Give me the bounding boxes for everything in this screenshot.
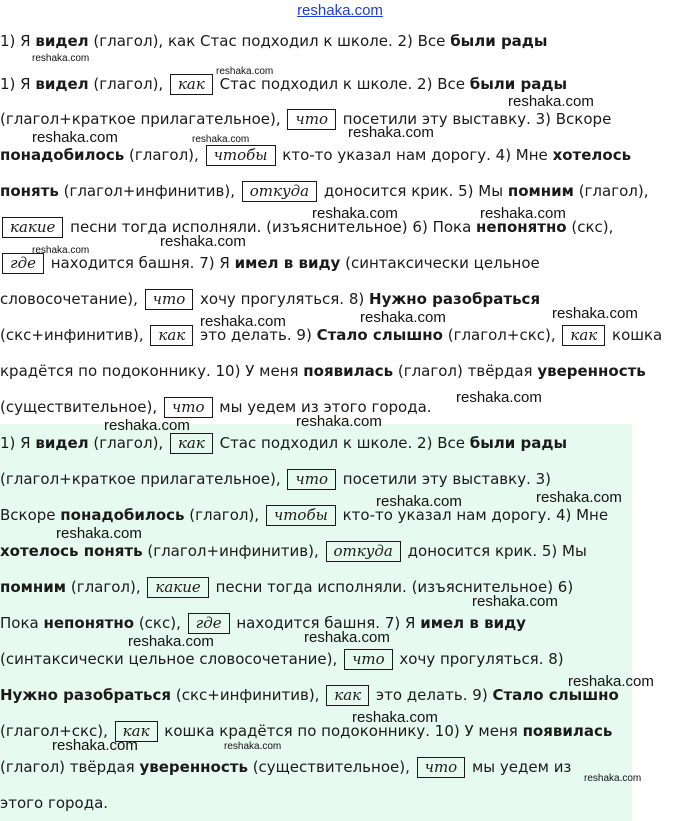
watermark: reshaka.com	[348, 124, 434, 141]
watermark: reshaka.com	[508, 93, 594, 110]
task-line: 1) Я видел (глагол), как Стас подходил к школе. 2) Все были рады	[0, 32, 548, 50]
example-line-5: какие песни тогда исполняли. (изъяснительное) 6) Пока непонятно (скс),	[0, 216, 613, 238]
answer-line-10: (глагол) твёрдая уверенность (существительное), что мы уедем из	[0, 758, 572, 776]
answer-line-5: помним (глагол), какие песни тогда исполняли. (изъяснительное) 6)	[0, 578, 574, 596]
watermark: reshaka.com	[312, 205, 398, 222]
example-line-6: где находится башня. 7) Я имел в виду (синтаксически цельное	[0, 252, 540, 274]
conjunction-box: где	[2, 253, 44, 274]
site-link[interactable]: reshaka.com	[297, 2, 383, 19]
watermark: reshaka.com	[376, 493, 462, 510]
example-line-4: понять (глагол+инфинитив), откуда доносится крик. 5) Мы помним (глагол),	[0, 182, 649, 200]
conjunction-box: какие	[2, 217, 63, 238]
example-line-1: 1) Я видел (глагол), как Стас подходил к школе. 2) Все были рады	[0, 75, 568, 93]
answer-line-2: (глагол+краткое прилагательное), что посетили эту выставку. 3)	[0, 470, 552, 488]
answer-line-8: Нужно разобраться (скс+инфинитив), как это делать. 9) Стало слышно	[0, 686, 619, 704]
conjunction-box: как	[150, 325, 193, 346]
watermark: reshaka.com	[304, 629, 390, 646]
watermark: reshaka.com	[216, 66, 274, 77]
answer-line-9: (глагол+скс), как кошка крадётся по подоконнику. 10) У меня появилась	[0, 722, 613, 740]
watermark: reshaka.com	[480, 205, 566, 222]
conjunction-box: что	[417, 757, 466, 778]
conjunction-box: чтобы	[206, 145, 276, 166]
example-line-10: (существительное), что мы уедем из этого города.	[0, 398, 432, 416]
watermark: reshaka.com	[32, 129, 118, 146]
watermark: reshaka.com	[104, 417, 190, 434]
example-line-7: словосочетание), что хочу прогуляться. 8) Нужно разобраться	[0, 290, 541, 308]
watermark: reshaka.com	[224, 741, 282, 752]
watermark: reshaka.com	[472, 593, 558, 610]
answer-line-11: этого города.	[0, 794, 109, 812]
conjunction-box: что	[287, 109, 336, 130]
conjunction-box: что	[287, 469, 336, 490]
conjunction-box: где	[188, 613, 230, 634]
conjunction-box: как	[562, 325, 605, 346]
example-line-2: (глагол+краткое прилагательное), что посетили эту выставку. 3) Вскоре	[0, 110, 612, 128]
conjunction-box: как	[170, 433, 213, 454]
answer-line-6: Пока непонятно (скс), где находится башня. 7) Я имел в виду	[0, 614, 526, 632]
conjunction-box: как	[115, 721, 158, 742]
watermark: reshaka.com	[352, 709, 438, 726]
conjunction-box: что	[164, 397, 213, 418]
watermark: reshaka.com	[456, 389, 542, 406]
watermark: reshaka.com	[568, 673, 654, 690]
answer-line-3: Вскоре понадобилось (глагол), чтобы кто-то указал нам дорогу. 4) Мне	[0, 506, 609, 524]
watermark: reshaka.com	[584, 773, 642, 784]
answer-line-4: хотелось понять (глагол+инфинитив), откуда доносится крик. 5) Мы	[0, 542, 587, 560]
watermark: reshaka.com	[52, 737, 138, 754]
conjunction-box: какие	[147, 577, 208, 598]
watermark: reshaka.com	[32, 245, 90, 256]
watermark: reshaka.com	[32, 53, 90, 64]
example-line-8: (скс+инфинитив), как это делать. 9) Стало слышно (глагол+скс), как кошка	[0, 326, 663, 344]
watermark: reshaka.com	[128, 633, 214, 650]
answer-line-7: (синтаксически цельное словосочетание), что хочу прогуляться. 8)	[0, 650, 564, 668]
example-line-9: крадётся по подоконнику. 10) У меня появилась (глагол) твёрдая уверенность	[0, 362, 646, 380]
watermark: reshaka.com	[360, 309, 446, 326]
watermark: reshaka.com	[552, 305, 638, 322]
conjunction-box: что	[145, 289, 194, 310]
conjunction-box: откуда	[242, 181, 317, 202]
watermark: reshaka.com	[296, 413, 382, 430]
answer-line-1: 1) Я видел (глагол), как Стас подходил к школе. 2) Все были рады	[0, 434, 568, 452]
watermark: reshaka.com	[192, 134, 250, 145]
site-header	[0, 0, 680, 22]
watermark: reshaka.com	[536, 489, 622, 506]
conjunction-box: откуда	[326, 541, 401, 562]
watermark: reshaka.com	[200, 313, 286, 330]
conjunction-box: что	[344, 649, 393, 670]
example-line-3: понадобилось (глагол), чтобы кто-то указал нам дорогу. 4) Мне хотелось	[0, 146, 632, 164]
watermark: reshaka.com	[56, 525, 142, 542]
conjunction-box: чтобы	[266, 505, 336, 526]
conjunction-box: как	[326, 685, 369, 706]
watermark: reshaka.com	[160, 233, 246, 250]
conjunction-box: как	[170, 74, 213, 95]
